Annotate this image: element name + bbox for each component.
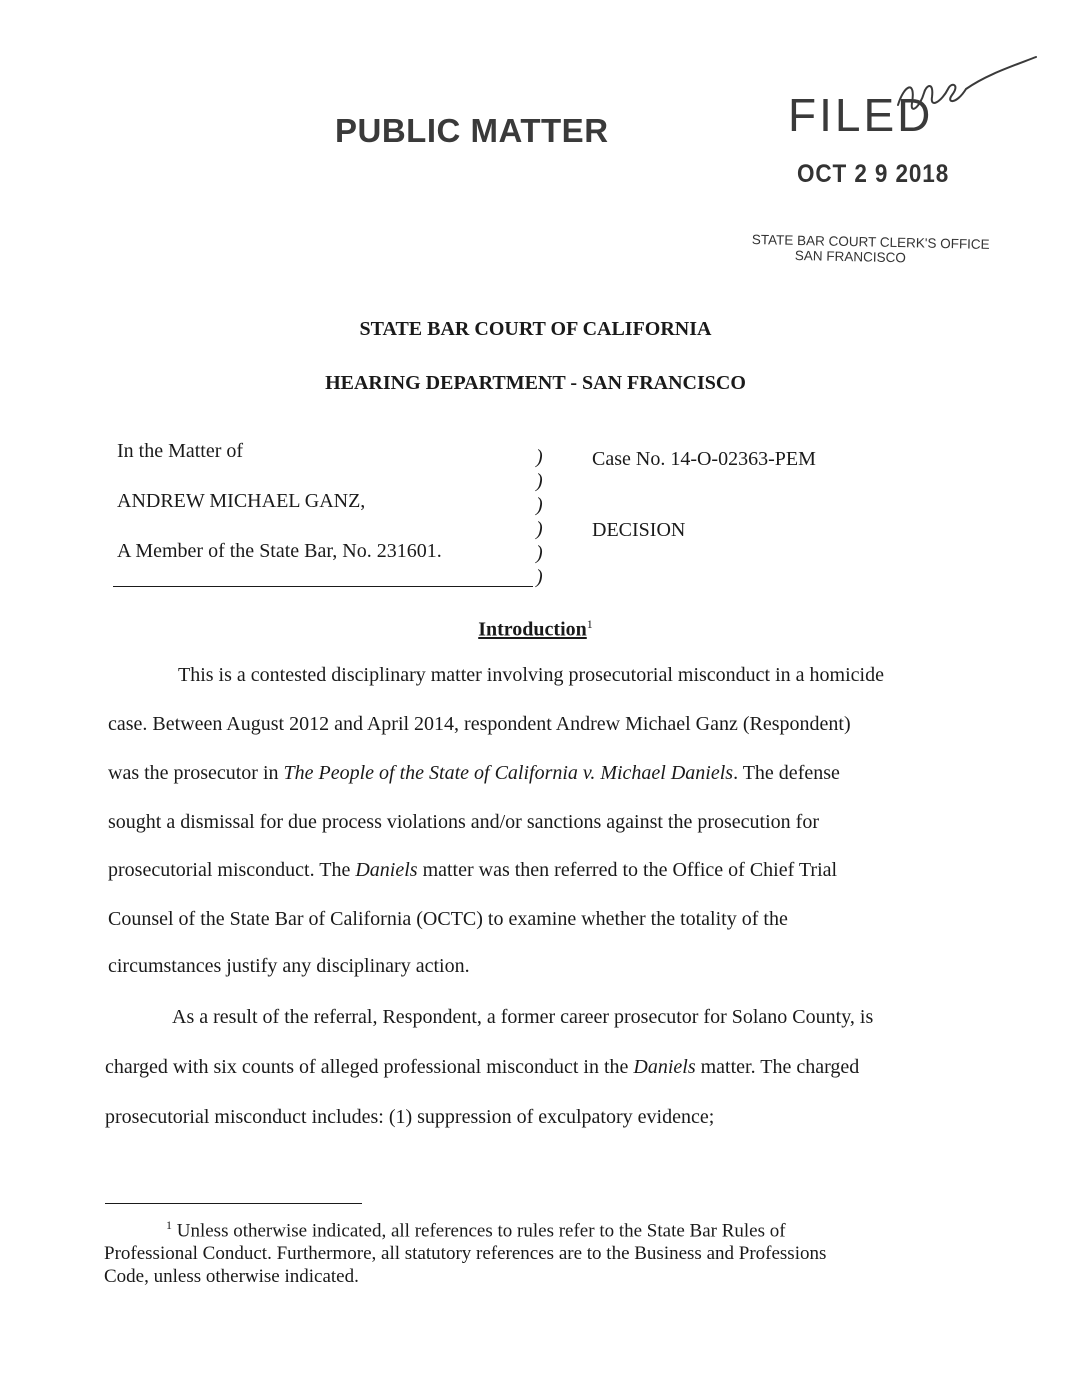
body-text: was the prosecutor in [108, 762, 284, 784]
court-title: STATE BAR COURT OF CALIFORNIA [359, 318, 712, 340]
caption-divider [113, 586, 533, 587]
caption-bracket: ) [536, 566, 543, 588]
body-line: This is a contested disciplinary matter involving prosecutorial misconduct in a homicide [178, 664, 884, 686]
case-citation: The People of the State of California v. Michael Daniels [283, 762, 734, 784]
body-line [108, 762, 840, 785]
caption-in-the-matter: In the Matter of [117, 440, 244, 462]
caption-bracket: ) [536, 446, 543, 468]
footnote-divider [105, 1203, 362, 1204]
caption-bar-member: A Member of the State Bar, No. 231601. [117, 540, 442, 562]
body-text: charged with six counts of alleged professional misconduct in the [105, 1056, 634, 1078]
clerk-office-stamp: STATE BAR COURT CLERK'S OFFICE [751, 232, 990, 252]
body-text: matter. The charged [695, 1056, 860, 1078]
document-type: DECISION [592, 519, 686, 541]
body-line [105, 1056, 859, 1079]
body-text: matter was then referred to the Office of Chief Trial [417, 859, 838, 881]
filed-date-stamp: OCT 2 9 2018 [797, 160, 950, 188]
case-name: Daniels [355, 859, 418, 881]
footnote-text: Unless otherwise indicated, all references to rules refer to the State Bar Rules of [172, 1220, 786, 1242]
filed-stamp: FILED [788, 89, 934, 141]
caption-bracket: ) [536, 470, 543, 492]
body-line [108, 859, 837, 882]
court-department: HEARING DEPARTMENT - SAN FRANCISCO [325, 372, 746, 394]
caption-respondent-name: ANDREW MICHAEL GANZ, [117, 490, 366, 512]
footnote-line: Professional Conduct. Furthermore, all statutory references are to the Business and Professions [104, 1243, 827, 1264]
clerk-city-stamp: SAN FRANCISCO [794, 248, 906, 266]
caption-bracket: ) [536, 494, 543, 516]
body-line: As a result of the referral, Respondent, a former career prosecutor for Solano County, is [172, 1006, 874, 1028]
body-line: prosecutorial misconduct includes: (1) suppression of exculpatory evidence; [105, 1106, 715, 1128]
case-number: Case No. 14-O-02363-PEM [592, 448, 816, 470]
heading-text: Introduction [478, 618, 587, 641]
public-matter-stamp: PUBLIC MATTER [335, 112, 609, 149]
body-line: Counsel of the State Bar of California (OCTC) to examine whether the totality of the [108, 908, 788, 930]
clerk-initials-signature-icon [890, 45, 1040, 135]
body-line: sought a dismissal for due process violations and/or sanctions against the prosecution for [108, 811, 819, 833]
footnote-marker: 1 [166, 1218, 172, 1232]
case-name: Daniels [633, 1056, 696, 1078]
footnote-line: Code, unless otherwise indicated. [104, 1266, 359, 1287]
body-text: . The defense [733, 762, 840, 784]
footnote-reference: 1 [586, 617, 593, 631]
body-line: circumstances justify any disciplinary action. [108, 955, 470, 977]
body-line: case. Between August 2012 and April 2014, respondent Andrew Michael Ganz (Respondent) [108, 713, 851, 735]
caption-bracket: ) [536, 518, 543, 540]
body-text: prosecutorial misconduct. The [108, 859, 356, 881]
caption-bracket: ) [536, 542, 543, 564]
section-heading-introduction [0, 617, 1071, 642]
footnote-line [166, 1218, 786, 1242]
